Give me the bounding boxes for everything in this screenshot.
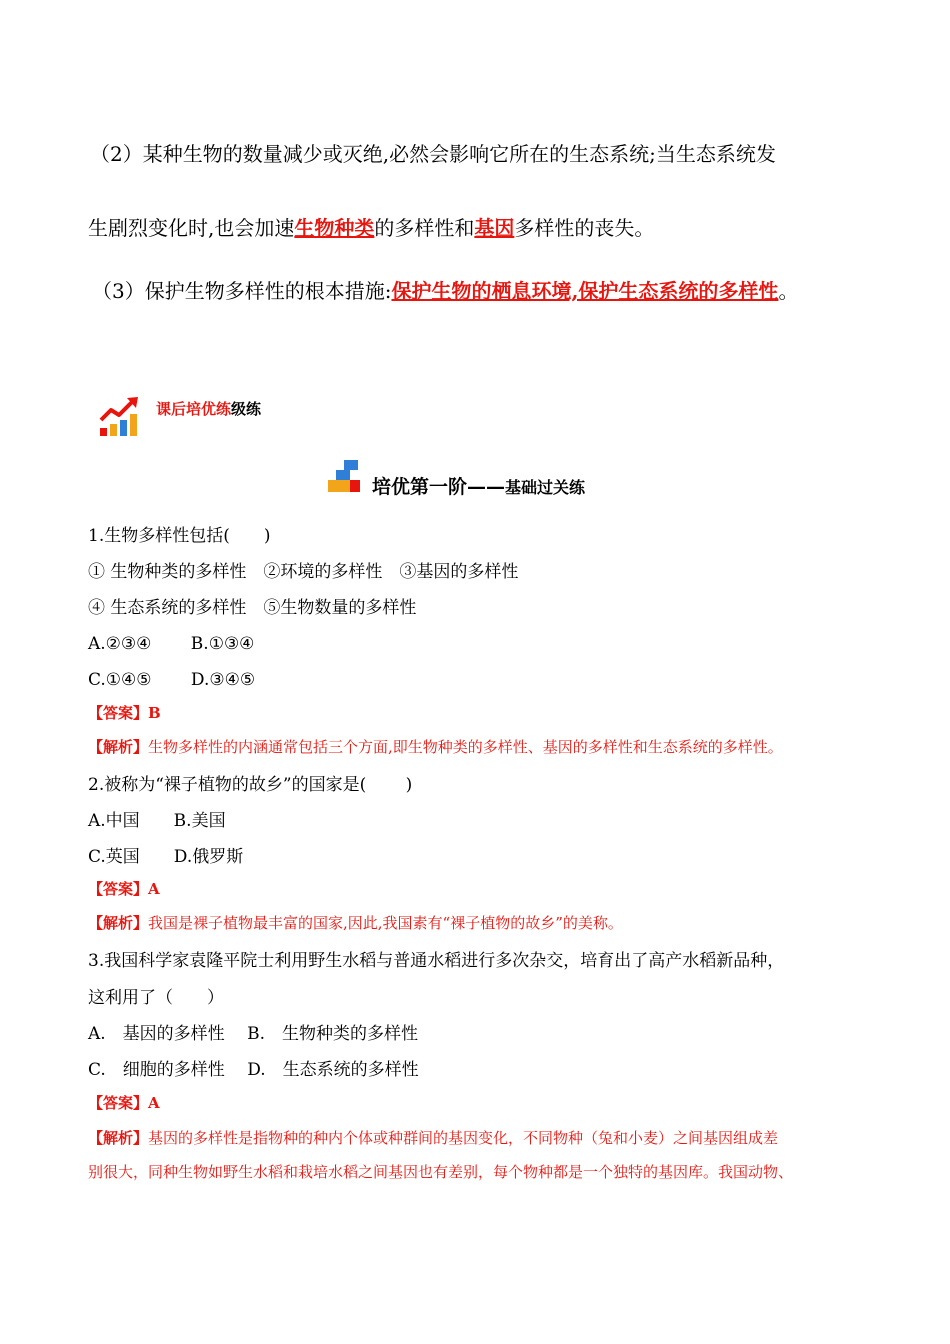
- answer-tag: 【答案】: [88, 704, 149, 722]
- question-3-stem: 3.我国科学家袁隆平院士利用野生水稻与普通水稻进行多次杂交，培育出了高产水稻新品种，: [88, 951, 785, 971]
- paragraph-3: [92, 275, 798, 304]
- analysis-tag: 【解析】: [88, 738, 149, 756]
- question-2-options: A.中国 B.美国: [88, 811, 226, 831]
- question-2-options: C.英国 D.俄罗斯: [88, 847, 244, 867]
- question-2-stem: 2.被称为“裸子植物的故乡”的国家是( ): [88, 775, 413, 795]
- answer-value: A: [148, 880, 160, 898]
- chart-growth-icon: [99, 396, 141, 438]
- question-1-item: ④ 生态系统的多样性 ⑤生物数量的多样性: [88, 598, 417, 618]
- question-1-answer: [88, 702, 161, 723]
- paragraph-2-line-2: [88, 212, 654, 241]
- paragraph-text: 。: [778, 279, 799, 303]
- highlight-term: 生物种类: [294, 216, 375, 240]
- question-1-stem: 1.生物多样性包括( ): [88, 526, 271, 546]
- stage-title: 培优第一阶: [372, 476, 468, 498]
- answer-value: B: [148, 704, 161, 722]
- paragraph-text: 多样性的丧失。: [514, 216, 655, 240]
- question-2-answer: [88, 878, 160, 899]
- question-3-analysis-cont: 别很大，同种生物如野生水稻和栽培水稻之间基因也有差别，每个物种都是一个独特的基因库。我国动物、: [88, 1163, 794, 1181]
- question-1-options: C.①④⑤ D.③④⑤: [88, 670, 256, 690]
- question-1-analysis: [88, 736, 783, 757]
- paragraph-text: 的多样性和: [374, 216, 475, 240]
- stairs-icon: [328, 460, 368, 492]
- stage-heading: [372, 472, 585, 499]
- answer-tag: 【答案】: [88, 880, 149, 898]
- question-3-stem-cont: 这利用了（ ）: [88, 988, 224, 1008]
- highlight-term: 保护生物的栖息环境,保护生态系统的多样性: [391, 279, 779, 303]
- answer-value: A: [148, 1094, 160, 1112]
- question-3-answer: [88, 1092, 160, 1113]
- analysis-text: 生物多样性的内涵通常包括三个方面,即生物种类的多样性、基因的多样性和生态系统的多样性。: [148, 738, 783, 756]
- answer-tag: 【答案】: [88, 1094, 149, 1112]
- section-title-red: 课后培优练: [156, 400, 232, 418]
- analysis-tag: 【解析】: [88, 1129, 149, 1147]
- analysis-text: 我国是裸子植物最丰富的国家,因此,我国素有“裸子植物的故乡”的美称。: [148, 914, 623, 932]
- paragraph-2-line-1: （2）某种生物的数量减少或灭绝,必然会影响它所在的生态系统;当生态系统发: [90, 142, 776, 166]
- analysis-text: 基因的多样性是指物种的种内个体或种群间的基因变化，不同物种（兔和小麦）之间基因组成差: [148, 1129, 779, 1147]
- question-2-analysis: [88, 912, 623, 933]
- section-title: [156, 398, 261, 419]
- paragraph-text: 生剧烈变化时,也会加速: [88, 216, 295, 240]
- section-title-black: 级练: [231, 400, 262, 418]
- question-3-analysis: [88, 1127, 778, 1148]
- question-3-options: A. 基因的多样性 B. 生物种类的多样性: [88, 1024, 418, 1044]
- stage-dash: ——: [467, 476, 506, 498]
- highlight-term: 基因: [474, 216, 515, 240]
- question-1-item: ① 生物种类的多样性 ②环境的多样性 ③基因的多样性: [88, 562, 519, 582]
- stage-subtitle: 基础过关练: [505, 478, 586, 497]
- paragraph-text: （3）保护生物多样性的根本措施:: [92, 279, 392, 303]
- question-3-options: C. 细胞的多样性 D. 生态系统的多样性: [88, 1060, 419, 1080]
- question-1-options: A.②③④ B.①③④: [88, 634, 255, 654]
- analysis-tag: 【解析】: [88, 914, 149, 932]
